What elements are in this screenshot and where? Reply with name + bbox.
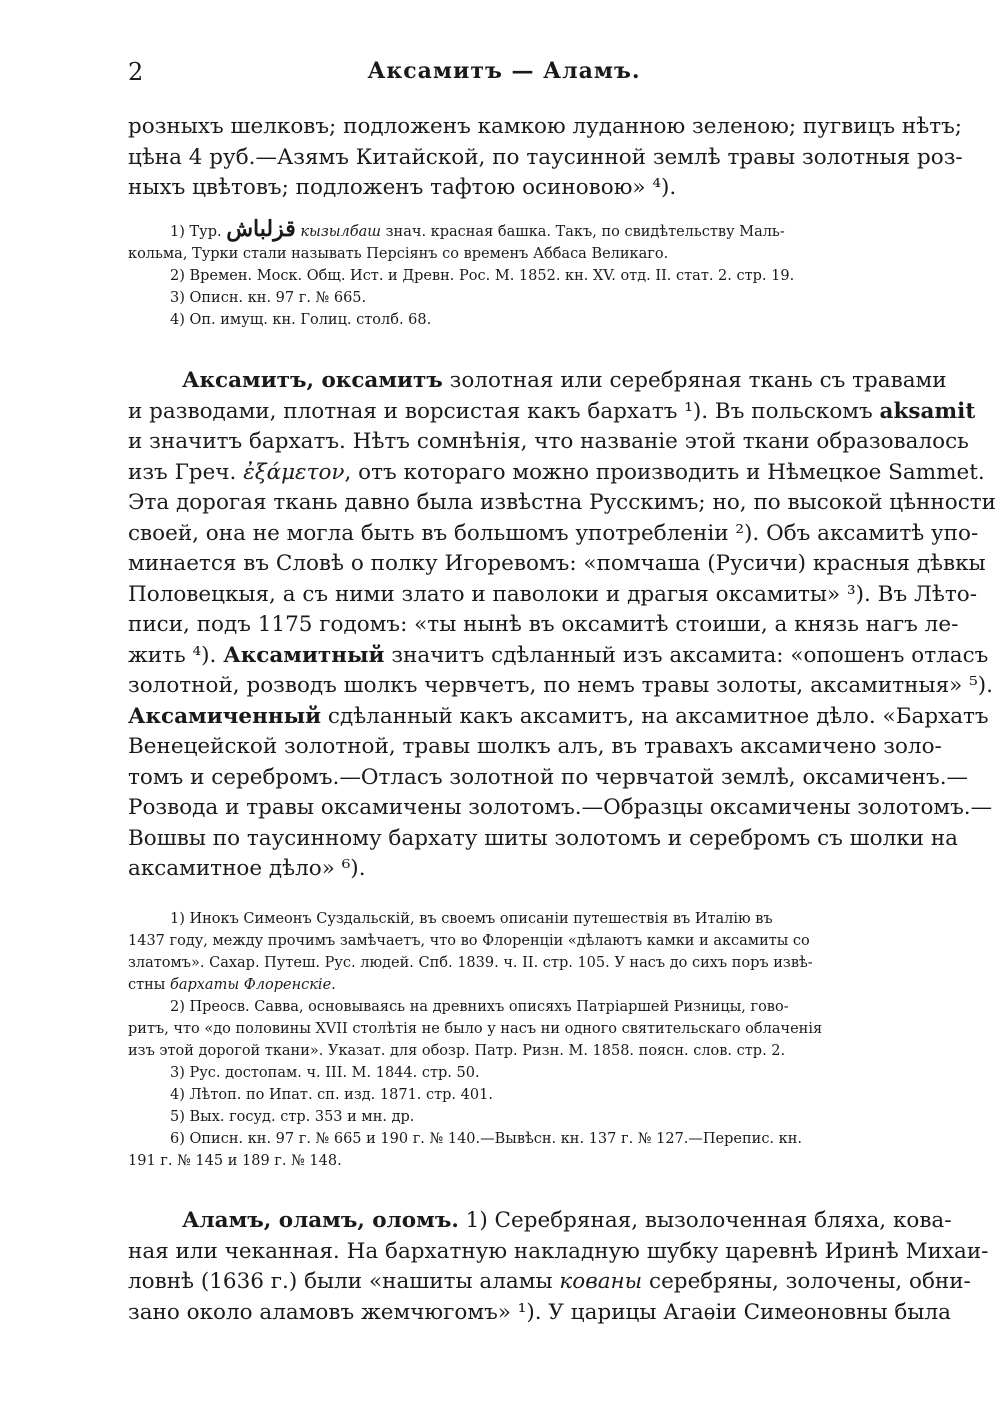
entry-aksamit [128, 366, 996, 885]
text-line: аксамитное дѣло» ⁶). [128, 856, 366, 881]
text-line: Аксамиченный сдѣланный какъ аксамитъ, на аксамитное дѣло. «Бархатъ [128, 703, 989, 729]
footnote-3: 3) Описн. кн. 97 г. № 665. [170, 290, 367, 306]
text-line: розныхъ шелковъ; подложенъ камкою луданною зеленою; пугвицъ нѣтъ; [128, 114, 963, 139]
text-line: изъ Греч. ἐξάμετον, отъ котораго можно производить и Нѣмецкое Sammet. [128, 459, 985, 485]
footnote-4: 4) Лѣтоп. по Ипат. сп. изд. 1871. стр. 401. [170, 1087, 493, 1103]
page-number: 2 [128, 58, 144, 86]
footnote-1: 1) Тур. قزلباش кызылбаш знач. красная башка. Такъ, по свидѣтельству Маль- [170, 216, 785, 242]
running-title: Аксамитъ — Аламъ. [367, 58, 641, 84]
footnote-5: 5) Вых. госуд. стр. 353 и мн. др. [170, 1109, 415, 1125]
text-line: своей, она не могла быть въ большомъ употребленіи ²). Объ аксамитѣ упо- [128, 520, 979, 546]
text-line: Аксамитъ, оксамитъ золотная или серебряная ткань съ травами [182, 368, 947, 393]
text-line: цѣна 4 руб.—Азямъ Китайской, по таусинной землѣ травы золотныя роз- [128, 144, 963, 170]
headword: Аламъ, оламъ, оломъ. [182, 1208, 459, 1233]
footnote-4: 4) Оп. имущ. кн. Голиц. столб. 68. [170, 312, 432, 328]
headword: Аксамитный [223, 642, 385, 668]
text-line: ная или чеканная. На бархатную накладную шубку царевнѣ Иринѣ Михаи- [128, 1238, 989, 1264]
footnote-2-cont: ритъ, что «до половины XVII столѣтія не было у насъ ни одного святительскаго облаченія [128, 1021, 823, 1037]
text-line: жить ⁴). Аксамитный значитъ сдѣланный изъ аксамита: «опошенъ отласъ [128, 642, 989, 668]
footnote-6-cont: 191 г. № 145 и 189 г. № 148. [128, 1153, 342, 1169]
intro-paragraph [128, 112, 963, 204]
text-line: минается въ Словѣ о полку Игоревомъ: «помчаша (Русичи) красныя дѣвкы [128, 551, 986, 576]
text-line: Аламъ, оламъ, оломъ. 1) Серебряная, вызолоченная бляха, кова- [182, 1208, 952, 1233]
text-line: Венецейской золотной, травы шолкъ алъ, въ травахъ аксамичено золо- [128, 734, 942, 759]
text-line: зано около аламовъ жемчюгомъ» ¹). У царицы Агаѳіи Симеоновны была [128, 1299, 951, 1325]
footnote-1-cont: 1437 году, между прочимъ замѣчаетъ, что во Флоренціи «дѣлаютъ камки и аксамиты со [128, 933, 810, 949]
headword: Аксамиченный [128, 703, 322, 729]
text-line: Вошвы по таусинному бархату шиты золотомъ и серебромъ съ шолки на [128, 825, 958, 851]
text-line: золотной, розводъ шолкъ червчетъ, по немъ травы золоты, аксамитныя» ⁵). [128, 673, 993, 698]
footnote-2-cont: изъ этой дорогой ткани». Указат. для обозр. Патр. Ризн. М. 1858. поясн. слов. стр. 2. [128, 1043, 786, 1059]
entry-alam [128, 1206, 989, 1328]
text-line: ныхъ цвѣтовъ; подложенъ тафтою осиновою» ⁴). [128, 175, 677, 200]
text-line: и значитъ бархатъ. Нѣтъ сомнѣнія, что названіе этой ткани образовалось [128, 429, 969, 454]
footnote-1-cont: кольма, Турки стали называть Персіянъ со временъ Аббаса Великаго. [128, 246, 669, 262]
text-line: и разводами, плотная и ворсистая какъ бархатъ ¹). Въ польскомъ aksamit [128, 398, 976, 424]
footnote-1-cont: златомъ». Сахар. Путеш. Рус. людей. Спб. 1839. ч. II. стр. 105. У насъ до сихъ поръ извѣ- [128, 955, 813, 971]
footnote-2: 2) Преосв. Савва, основываясь на древнихъ описяхъ Патріаршей Ризницы, гово- [170, 999, 789, 1015]
footnote-2: 2) Времен. Моск. Общ. Ист. и Древн. Рос. М. 1852. кн. XV. отд. II. стат. 2. стр. 19. [170, 268, 795, 284]
text-line: Розвода и травы оксамичены золотомъ.—Образцы оксамичены золотомъ.— [128, 795, 993, 820]
footnote-3: 3) Рус. достопам. ч. III. М. 1844. стр. 50. [170, 1065, 480, 1081]
text-line: томъ и серебромъ.—Отласъ золотной по червчатой землѣ, оксамиченъ.— [128, 764, 969, 790]
arabic-word: قزلباش [226, 216, 296, 242]
text-line: Половецкыя, а съ ними злато и паволоки и драгыя оксамиты» ³). Въ Лѣто- [128, 581, 977, 607]
greek-word: ἐξάμετον [243, 459, 345, 485]
footnotes-block-1 [128, 218, 880, 331]
footnotes-block-2 [128, 908, 880, 1172]
footnote-1-cont: стны бархаты Флоренскіе. [128, 977, 336, 993]
text-line: писи, подъ 1175 годомъ: «ты нынѣ въ оксамитѣ стоиши, а князь нагъ ле- [128, 612, 959, 637]
footnote-1: 1) Инокъ Симеонъ Суздальскій, въ своемъ описаніи путешествія въ Италію въ [170, 911, 773, 927]
headword: Аксамитъ, оксамитъ [182, 368, 443, 393]
text-line: Эта дорогая ткань давно была извѣстна Русскимъ; но, по высокой цѣнности [128, 490, 996, 515]
page-header [128, 58, 880, 90]
text-line: ловнѣ (1636 г.) были «нашиты аламы кованы серебряны, золочены, обни- [128, 1269, 971, 1294]
footnote-6: 6) Описн. кн. 97 г. № 665 и 190 г. № 140.—Вывѣсн. кн. 137 г. № 127.—Перепис. кн. [170, 1131, 802, 1147]
